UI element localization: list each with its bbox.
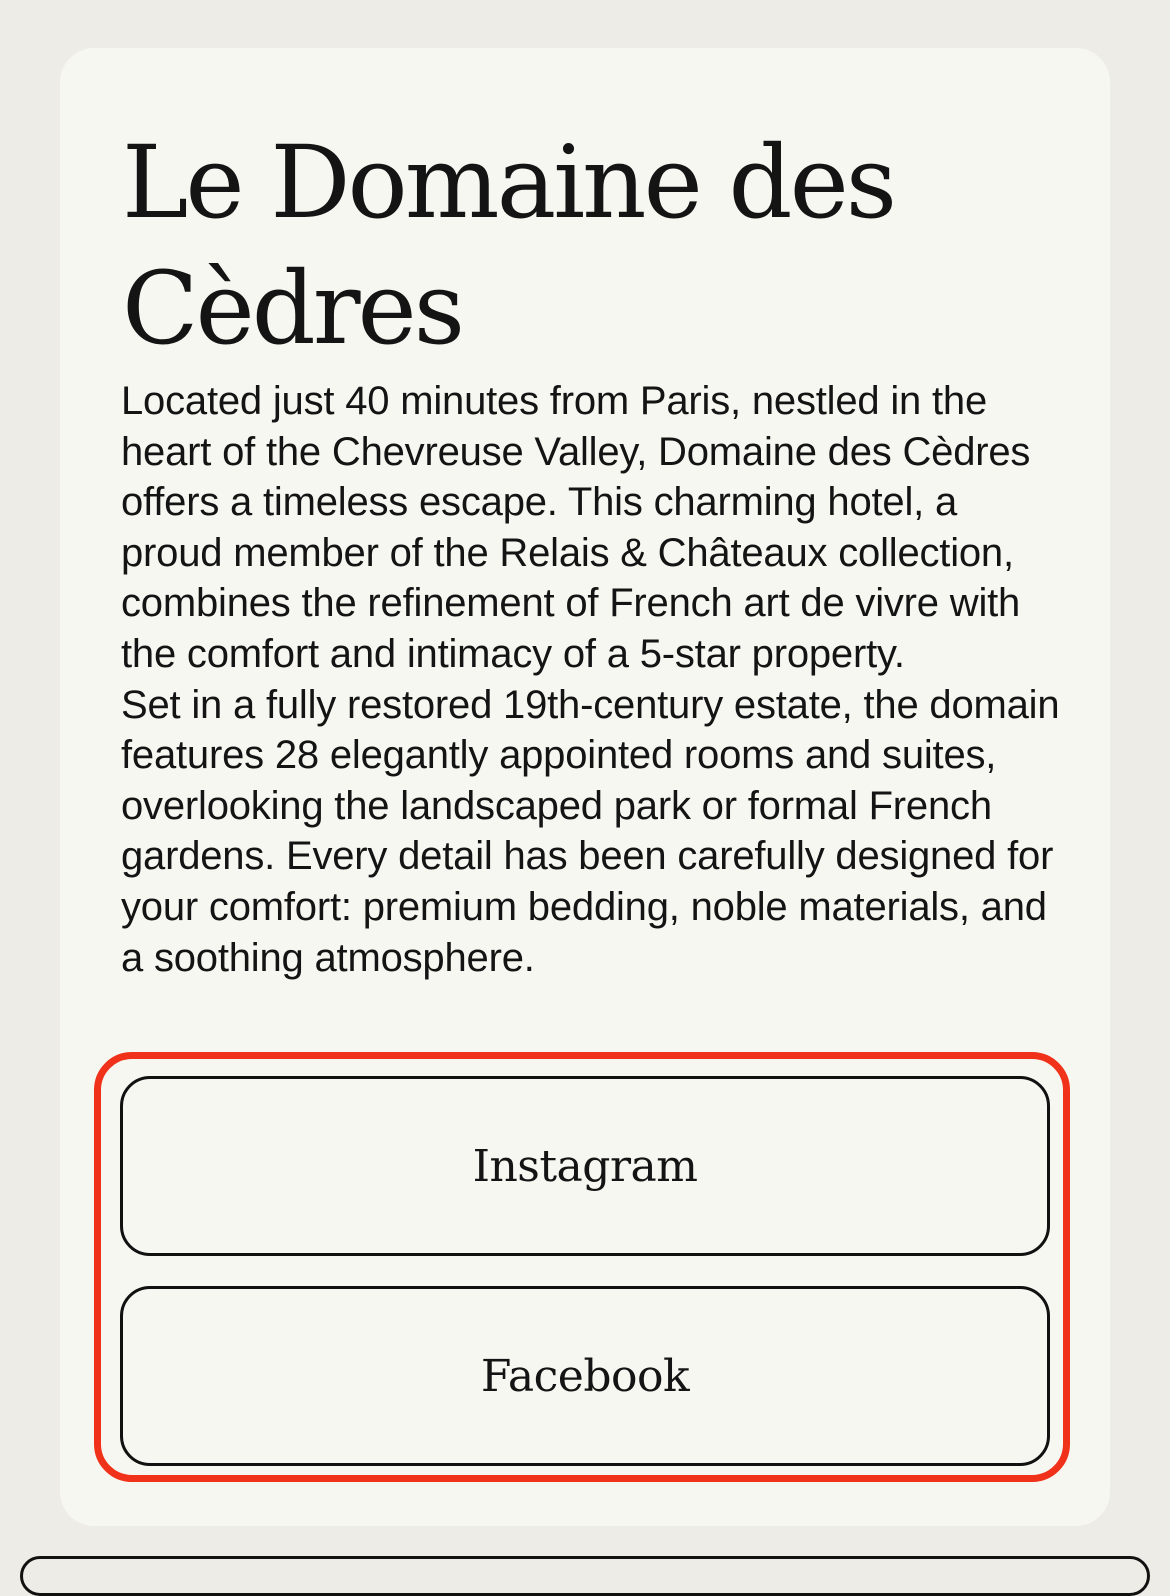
hotel-card	[60, 48, 1110, 1526]
instagram-button[interactable]: Instagram	[120, 1076, 1050, 1256]
hotel-description	[121, 376, 1066, 983]
description-paragraph: Set in a fully restored 19th-century estate, the domain features 28 elegantly appointed rooms and suites, overlooking the landscaped park or formal French gardens. Every detail has been carefully designed for your comfort: premium bedding, noble materials, and a soothing atmosphere.	[121, 682, 1060, 980]
next-section-edge	[20, 1556, 1150, 1596]
facebook-button[interactable]: Facebook	[120, 1286, 1050, 1466]
hotel-title: Le Domaine des Cèdres	[122, 124, 895, 367]
description-paragraph: Located just 40 minutes from Paris, nestled in the heart of the Chevreuse Valley, Domaine des Cèdres offers a timeless escape. This charming hotel, a proud member of the Relais & Châteaux collection, combines the refinement of French art de vivre with the comfort and intimacy of a 5-star property.	[121, 379, 1031, 676]
